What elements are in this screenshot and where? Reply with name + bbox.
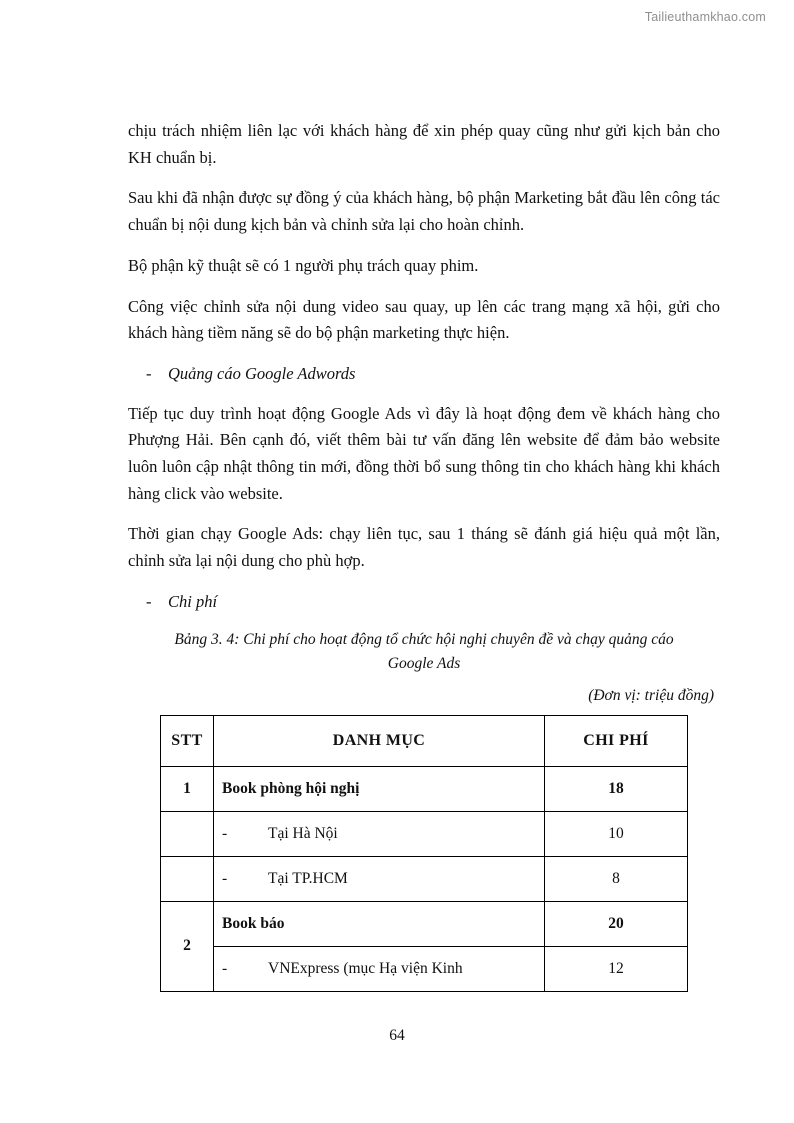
bullet-label-adwords: Quảng cáo Google Adwords — [168, 364, 356, 384]
watermark: Tailieuthamkhao.com — [644, 10, 766, 24]
cell-cost-value: 18 — [608, 779, 624, 797]
cell-stt-value: 1 — [183, 779, 191, 797]
cell-name — [214, 856, 545, 901]
cell-cost-value: 8 — [612, 869, 620, 887]
table-header-stt — [161, 715, 214, 766]
bullet-chi-phi — [128, 589, 720, 615]
paragraph-3: Bộ phận kỹ thuật sẽ có 1 người phụ trách quay phim. — [128, 255, 479, 275]
bullet-dash: - — [146, 591, 152, 611]
cell-name-value: Tại Hà Nội — [268, 824, 338, 842]
bullet-dash: - — [146, 364, 152, 384]
cell-cost-value: 10 — [608, 824, 624, 842]
cell-name-wrapper — [214, 812, 544, 856]
cell-name — [214, 901, 545, 946]
table-unit-note: (Đơn vị: triệu đồng) — [588, 686, 714, 704]
cell-cost-value: 20 — [608, 914, 624, 932]
cell-name — [214, 811, 545, 856]
cell-name-wrapper — [214, 947, 544, 991]
cell-stt — [161, 856, 214, 901]
paragraph-1: chịu trách nhiệm liên lạc với khách hàng để xin phép quay cũng như gửi kịch bản cho KH chuẩn bị. — [128, 121, 720, 167]
cell-name-value: Book báo — [222, 914, 285, 932]
table-header-danh-muc-label: DANH MỤC — [332, 731, 426, 749]
table-header-danh-muc — [214, 715, 545, 766]
page-number: 64 — [389, 1027, 405, 1044]
bullet-label-chi-phi: Chi phí — [168, 591, 218, 611]
cell-cost — [545, 856, 688, 901]
cell-cost — [545, 901, 688, 946]
table-caption — [128, 628, 720, 675]
table-row — [161, 811, 688, 856]
table-header-stt-label: STT — [171, 731, 203, 749]
table-row — [161, 901, 688, 946]
cell-stt-value — [161, 821, 213, 847]
cell-sub-dash: - — [222, 959, 228, 977]
table-header-row — [161, 715, 688, 766]
cell-stt — [161, 811, 214, 856]
table-header-chi-phi-label: CHI PHÍ — [583, 731, 649, 749]
paragraph-2: Sau khi đã nhận được sự đồng ý của khách hàng, bộ phận Marketing bắt đầu lên công tác chuẩn bị nội dung kịch bản và chỉnh sửa lại cho hoàn chỉnh. — [128, 188, 720, 235]
paragraph-4: Công việc chỉnh sửa nội dung video sau quay, up lên các trang mạng xã hội, gửi cho khách hàng tiềm năng sẽ do bộ phận marketing thực hiện. — [128, 296, 720, 343]
table-caption-line-1: Bảng 3. 4: Chi phí cho hoạt động tổ chức hội nghị chuyên đề và chạy quảng cáo — [174, 631, 674, 649]
table-header-chi-phi — [545, 715, 688, 766]
cell-name-wrapper — [214, 857, 544, 901]
cell-name-value: VNExpress (mục Hạ viện Kinh — [268, 959, 463, 977]
cell-name-value: Tại TP.HCM — [268, 869, 348, 887]
cell-name — [214, 946, 545, 991]
cell-stt-value: 2 — [183, 937, 191, 955]
cell-stt-value — [161, 866, 213, 892]
cell-cost — [545, 946, 688, 991]
cost-table — [160, 715, 688, 992]
cell-stt — [161, 901, 214, 991]
bullet-google-adwords — [128, 361, 720, 387]
cell-cost-value: 12 — [608, 959, 624, 977]
paragraph-5: Tiếp tục duy trình hoạt động Google Ads vì đây là hoạt động đem về khách hàng cho Phượng Hải. Bên cạnh đó, viết thêm bài tư vấn đăng lên website để đảm bảo website luôn luôn cập nhật thông tin mới, đồng thời bổ sung thông tin cho khách hàng khi khách hàng click vào website. — [128, 403, 720, 503]
table-row — [161, 766, 688, 811]
table-row — [161, 946, 688, 991]
cell-cost — [545, 766, 688, 811]
cell-sub-dash: - — [222, 869, 228, 887]
cell-name — [214, 766, 545, 811]
cell-stt — [161, 766, 214, 811]
cell-cost — [545, 811, 688, 856]
page-content — [128, 118, 720, 992]
paragraph-6: Thời gian chạy Google Ads: chạy liên tục, sau 1 tháng sẽ đánh giá hiệu quả một lần, chỉnh sửa lại nội dung cho phù hợp. — [128, 524, 720, 571]
table-row — [161, 856, 688, 901]
cell-sub-dash: - — [222, 824, 228, 842]
table-caption-line-2: Google Ads — [387, 654, 461, 672]
cell-name-value: Book phòng hội nghị — [222, 779, 360, 797]
